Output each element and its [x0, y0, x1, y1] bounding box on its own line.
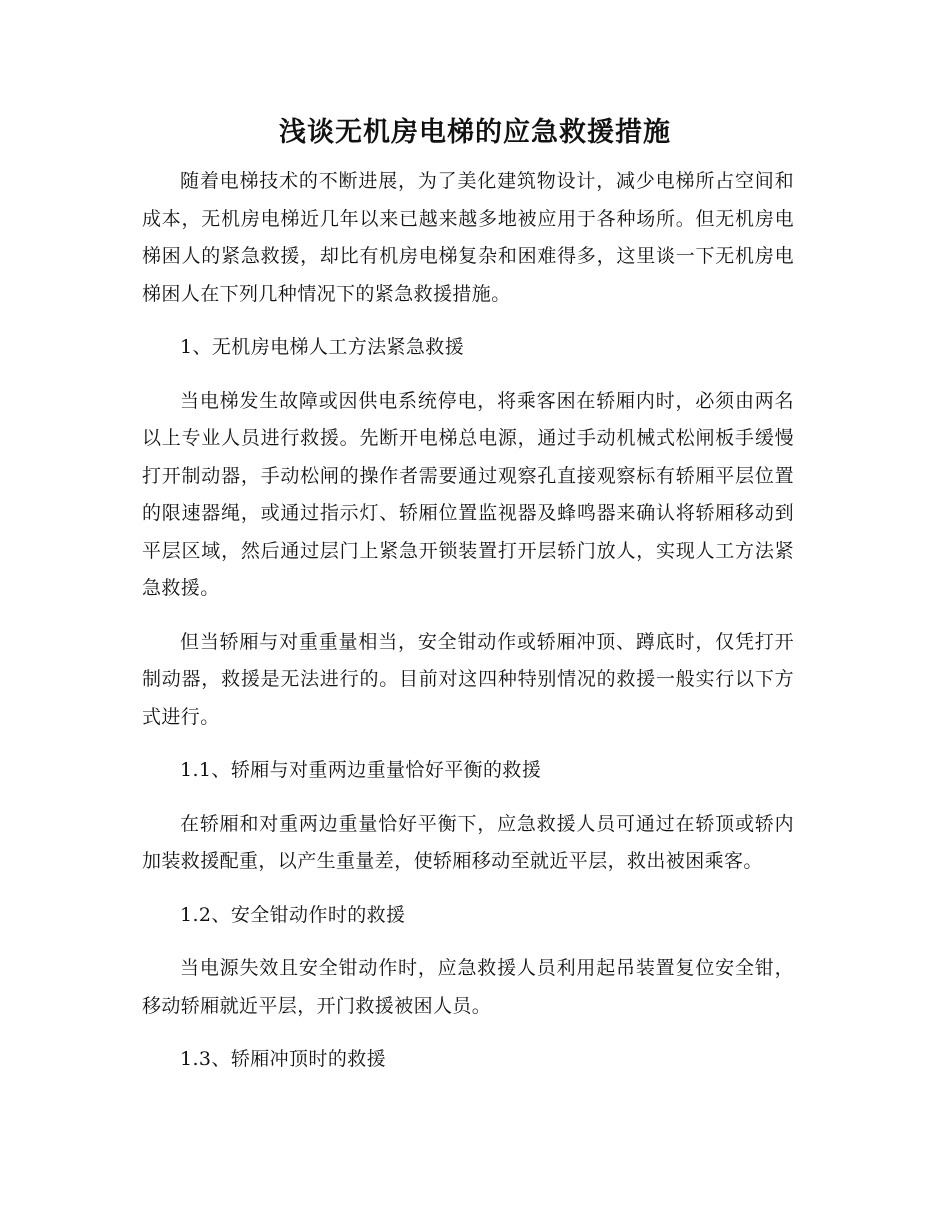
paragraph-manual-rescue: 当电梯发生故障或因供电系统停电，将乘客困在轿厢内时，必须由两名以上专业人员进行救援。先断开电梯总电源，通过手动机械式松闸板手缓慢打开制动器，手动松闸的操作者需要通过观察孔直接观察标有轿厢平层位置的限速器绳，或通过指示灯、轿厢位置监视器及蜂鸣器来确认将轿厢移动到平层区域，然后通过层门上紧急开锁装置打开层轿门放人，实现人工方法紧急救援。 [142, 389, 794, 599]
document-title: 浅谈无机房电梯的应急救援措施 [279, 117, 671, 148]
paragraph-special-cases: 但当轿厢与对重重量相当，安全钳动作或轿厢冲顶、蹲底时，仅凭打开制动器，救援是无法进行的。目前对这四种特别情况的救援一般实行以下方式进行。 [142, 630, 794, 728]
section-heading-1-3: 1.3、轿厢冲顶时的救援 [180, 1048, 387, 1070]
section-heading-1: 1、无机房电梯人工方法紧急救援 [180, 336, 465, 358]
paragraph-intro: 随着电梯技术的不断进展，为了美化建筑物设计，减少电梯所占空间和成本，无机房电梯近几年以来已越来越多地被应用于各种场所。但无机房电梯困人的紧急救援，却比有机房电梯复杂和困难得多，这里谈一下无机房电梯困人在下列几种情况下的紧急救援措施。 [142, 170, 794, 305]
document-body [142, 163, 794, 1095]
paragraph-balanced-weight: 在轿厢和对重两边重量恰好平衡下，应急救援人员可通过在轿顶或轿内加装救援配重，以产生重量差，使轿厢移动至就近平层，救出被困乘客。 [142, 812, 794, 872]
section-heading-1-2: 1.2、安全钳动作时的救援 [180, 903, 406, 926]
section-heading-1-1: 1.1、轿厢与对重两边重量恰好平衡的救援 [180, 759, 542, 781]
paragraph-safety-gear: 当电源失效且安全钳动作时，应急救援人员利用起吊装置复位安全钳，移动轿厢就近平层，开门救援被困人员。 [142, 957, 794, 1017]
